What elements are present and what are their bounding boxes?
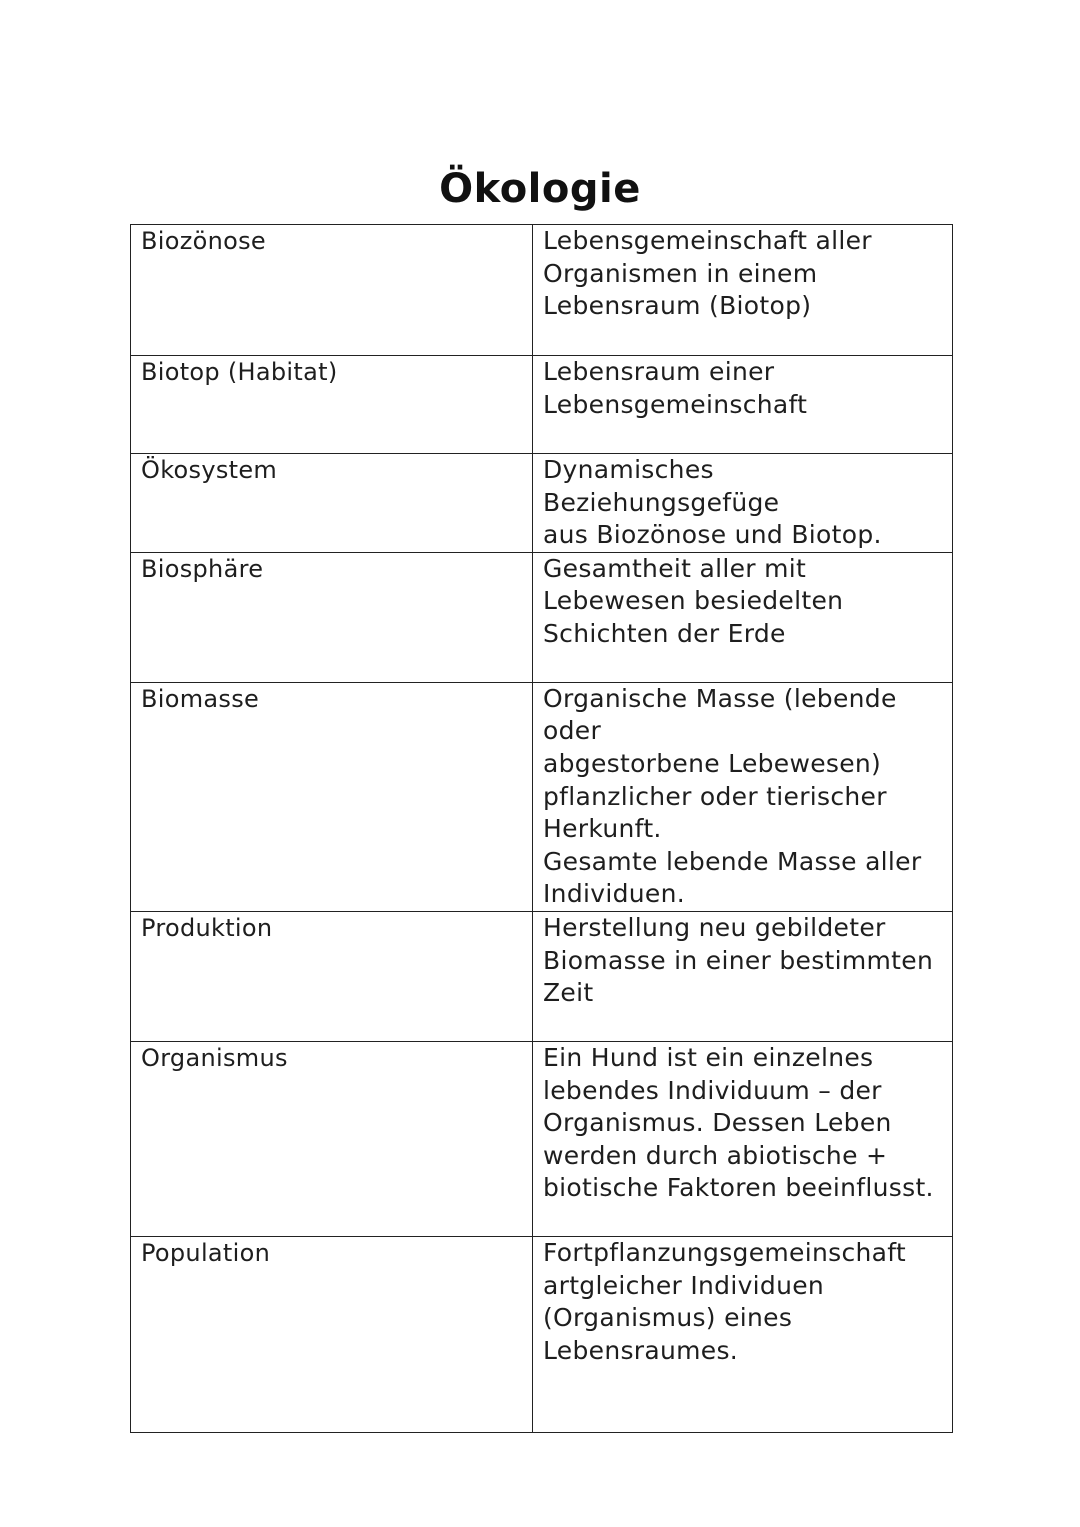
term-cell xyxy=(131,682,533,911)
term-cell xyxy=(131,454,533,553)
term-text: Produktion xyxy=(141,913,273,942)
term-text: Organismus xyxy=(141,1043,288,1072)
definition-cell xyxy=(533,1236,953,1432)
definition-cell xyxy=(533,911,953,1041)
definition-text: Dynamisches Beziehungsgefüge aus Biozönose und Biotop. xyxy=(543,455,882,550)
term-cell xyxy=(131,552,533,682)
table-row xyxy=(131,356,953,454)
term-text: Ökosystem xyxy=(141,456,278,484)
term-text: Biotop (Habitat) xyxy=(141,358,338,386)
definition-text: Lebensgemeinschaft aller Organismen in einem Lebensraum (Biotop) xyxy=(543,226,872,321)
term-cell xyxy=(131,1041,533,1236)
definition-text: Organische Masse (lebende oder abgestorbene Lebewesen) pflanzlicher oder tierischer Herkunft. Gesamte lebende Masse aller Individuen. xyxy=(543,683,922,909)
definition-cell xyxy=(533,552,953,682)
definition-cell xyxy=(533,454,953,553)
definition-text: Fortpflanzungsgemeinschaft artgleicher Individuen (Organismus) eines Lebensraumes. xyxy=(543,1237,907,1365)
term-cell xyxy=(131,356,533,454)
term-text: Population xyxy=(141,1238,271,1267)
term-text: Biozönose xyxy=(141,227,266,255)
term-cell xyxy=(131,1236,533,1432)
table-row xyxy=(131,552,953,682)
term-text: Biosphäre xyxy=(141,554,264,583)
definition-text: Gesamtheit aller mit Lebewesen besiedelten Schichten der Erde xyxy=(543,553,844,648)
definition-cell xyxy=(533,356,953,454)
glossary-table xyxy=(130,224,953,1433)
definition-text: Lebensraum einer Lebensgemeinschaft xyxy=(543,357,808,419)
table-row xyxy=(131,682,953,911)
term-text: Biomasse xyxy=(141,684,260,713)
table-row xyxy=(131,454,953,553)
term-cell xyxy=(131,225,533,356)
table-row xyxy=(131,1041,953,1236)
definition-cell xyxy=(533,225,953,356)
table-row xyxy=(131,225,953,356)
term-cell xyxy=(131,911,533,1041)
definition-text: Herstellung neu gebildeter Biomasse in einer bestimmten Zeit xyxy=(543,912,934,1008)
page-title: Ökologie xyxy=(439,165,641,212)
definition-cell xyxy=(533,1041,953,1236)
table-row xyxy=(131,911,953,1041)
definition-cell xyxy=(533,682,953,911)
definition-text: Ein Hund ist ein einzelnes lebendes Individuum – der Organismus. Dessen Leben werden durch abiotische + biotische Faktoren beeinflusst. xyxy=(543,1042,934,1203)
table-row xyxy=(131,1236,953,1432)
